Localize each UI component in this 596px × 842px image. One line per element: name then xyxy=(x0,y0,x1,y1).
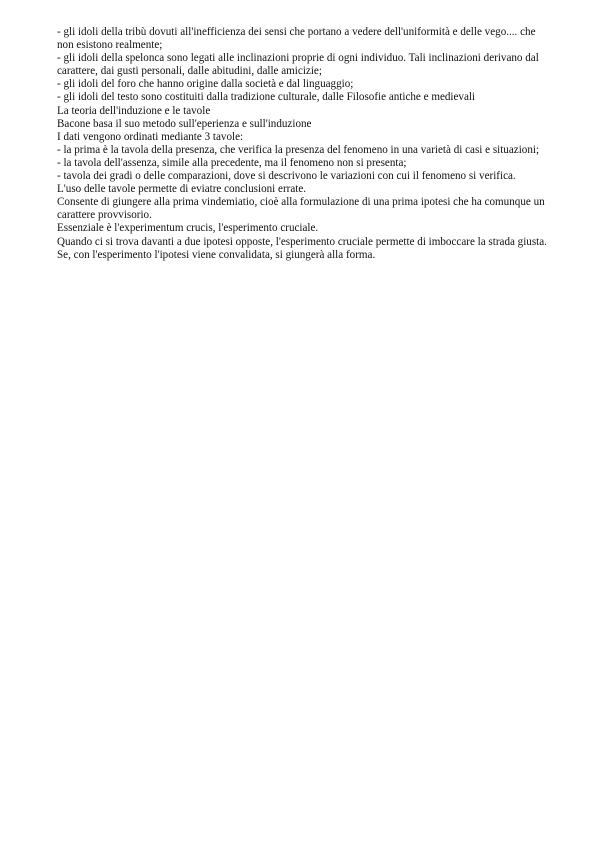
text-line-experimentum-crucis: Essenziale è l'experimentum crucis, l'esperimento cruciale. xyxy=(57,222,319,235)
text-line-metodo: Bacone basa il suo metodo sull'eperienza e sull'induzione xyxy=(57,117,312,130)
text-line-uso-tavole: L'uso delle tavole permette di eviatre conclusioni errate. xyxy=(57,183,307,196)
text-line-idoli-testo: - gli idoli del testo sono costituiti dalla tradizione culturale, dalle Filosofie antiche e medievali xyxy=(57,91,476,104)
document-body xyxy=(57,26,547,262)
text-line-forma: Se, con l'esperimento l'ipotesi viene convalidata, si giungerà alla forma. xyxy=(57,248,376,261)
text-line-vindemiatio: Consente di giungere alla prima vindemiatio, cioè alla formulazione di una prima ipotesi che ha comunque un carattere provvisorio. xyxy=(57,196,545,222)
text-line-idoli-tribu: - gli idoli della tribù dovuti all'inefficienza dei sensi che portano a vedere dell'uniformità e delle vego.... che non esistono realmente; xyxy=(57,26,536,52)
section-heading-induzione: La teoria dell'induzione e le tavole xyxy=(57,104,211,117)
text-line-tavola-gradi: - tavola dei gradi o delle comparazioni, dove si descrivono le variazioni con cui il fenomeno si verifica. xyxy=(57,170,516,183)
text-line-idoli-spelonca: - gli idoli della spelonca sono legati alle inclinazioni proprie di ogni individuo. Tali inclinazioni derivano dal carattere, dai gusti personali, dalle abitudini, dalle amicizie; xyxy=(57,52,539,78)
text-line-tavola-assenza: - la tavola dell'assenza, simile alla precedente, ma il fenomeno non si presenta; xyxy=(57,156,407,169)
text-line-tavole-intro: I dati vengono ordinati mediante 3 tavole: xyxy=(57,130,244,143)
text-line-idoli-foro: - gli idoli del foro che hanno origine dalla società e dal linguaggio; xyxy=(57,78,354,91)
text-line-tavola-presenza: - la prima è la tavola della presenza, che verifica la presenza del fenomeno in una varietà di casi e situazioni; xyxy=(57,143,540,156)
text-line-ipotesi-opposte: Quando ci si trova davanti a due ipotesi opposte, l'esperimento cruciale permette di imboccare la strada giusta. xyxy=(57,235,547,248)
